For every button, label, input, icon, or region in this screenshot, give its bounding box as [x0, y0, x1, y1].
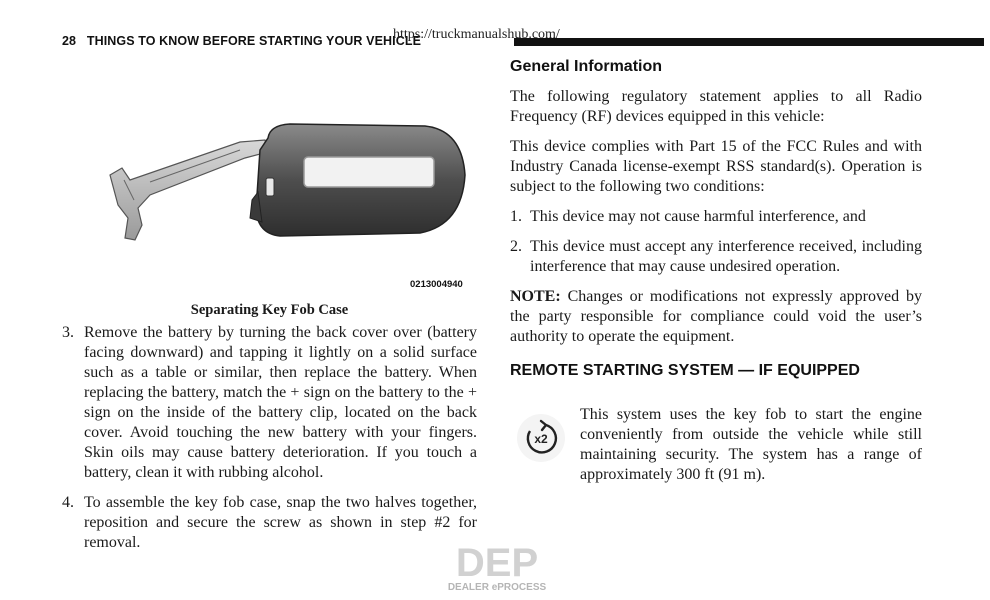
- note-paragraph: [510, 287, 922, 347]
- remote-start-block: [510, 405, 922, 495]
- section-title: THINGS TO KNOW BEFORE STARTING YOUR VEHICLE: [86, 34, 422, 48]
- step-number: 3.: [62, 324, 74, 341]
- logo-letters: DEP: [455, 541, 539, 585]
- dealer-eprocess-logo: [427, 538, 567, 594]
- list-item: [510, 207, 922, 227]
- remote-start-x2-icon: [516, 413, 566, 463]
- condition-number: 1.: [510, 208, 522, 225]
- watermark-url: https://truckmanualshub.com/: [393, 27, 560, 42]
- condition-number: 2.: [510, 238, 522, 255]
- step-text: Remove the battery by turning the back cover over (battery facing downward) and tapping it lightly on a solid surface such as a table or similar, then replace the battery. When replacing the battery, match the + sign on the battery to the + sign on the inside of the battery clip, located on the back cover. Avoid touching the new battery with your fingers. Skin oils may cause battery deterioration. If you touch a battery, clean it with rubbing alcohol.: [84, 324, 477, 481]
- list-item: [510, 237, 922, 277]
- logo-subtitle: DEALER ePROCESS: [447, 582, 547, 593]
- note-label: NOTE:: [510, 288, 561, 305]
- page-number: 28: [62, 34, 77, 48]
- step-number: 4.: [62, 494, 74, 511]
- condition-text: This device may not cause harmful interference, and: [530, 208, 866, 225]
- remote-start-description: This system uses the key fob to start the engine conveniently from outside the vehicle while still maintaining security. The system has a range of approximately 300 ft (91 m).: [580, 406, 922, 483]
- right-column: [510, 57, 922, 495]
- list-item: [62, 323, 477, 483]
- rf-intro: The following regulatory statement applies to all Radio Frequency (RF) devices equipped in this vehicle:: [510, 88, 922, 125]
- remote-start-heading: REMOTE STARTING SYSTEM — IF EQUIPPED: [510, 362, 860, 379]
- fcc-compliance: This device complies with Part 15 of the FCC Rules and with Industry Canada license-exempt RSS standard(s). Operation is subject to the following two conditions:: [510, 138, 922, 195]
- list-item: [62, 493, 477, 553]
- step-text: To assemble the key fob case, snap the two halves together, reposition and secure the screw as shown in step #2 for removal.: [84, 494, 477, 551]
- battery-steps-list: [62, 323, 477, 563]
- condition-text: This device must accept any interference received, including interference that may cause undesired operation.: [530, 238, 922, 275]
- header-rule: [514, 38, 984, 46]
- header-text: [62, 34, 421, 48]
- key-fob-drawing: [90, 100, 480, 300]
- key-fob-illustration: [90, 100, 480, 300]
- icon-label: x2: [534, 432, 548, 446]
- note-text: Changes or modifications not expressly approved by the party responsible for compliance could void the user’s authority to operate the equipment.: [510, 288, 922, 345]
- figure-caption: Separating Key Fob Case: [190, 302, 349, 318]
- general-info-heading: General Information: [510, 58, 663, 75]
- figure-code: 0213004940: [410, 279, 463, 290]
